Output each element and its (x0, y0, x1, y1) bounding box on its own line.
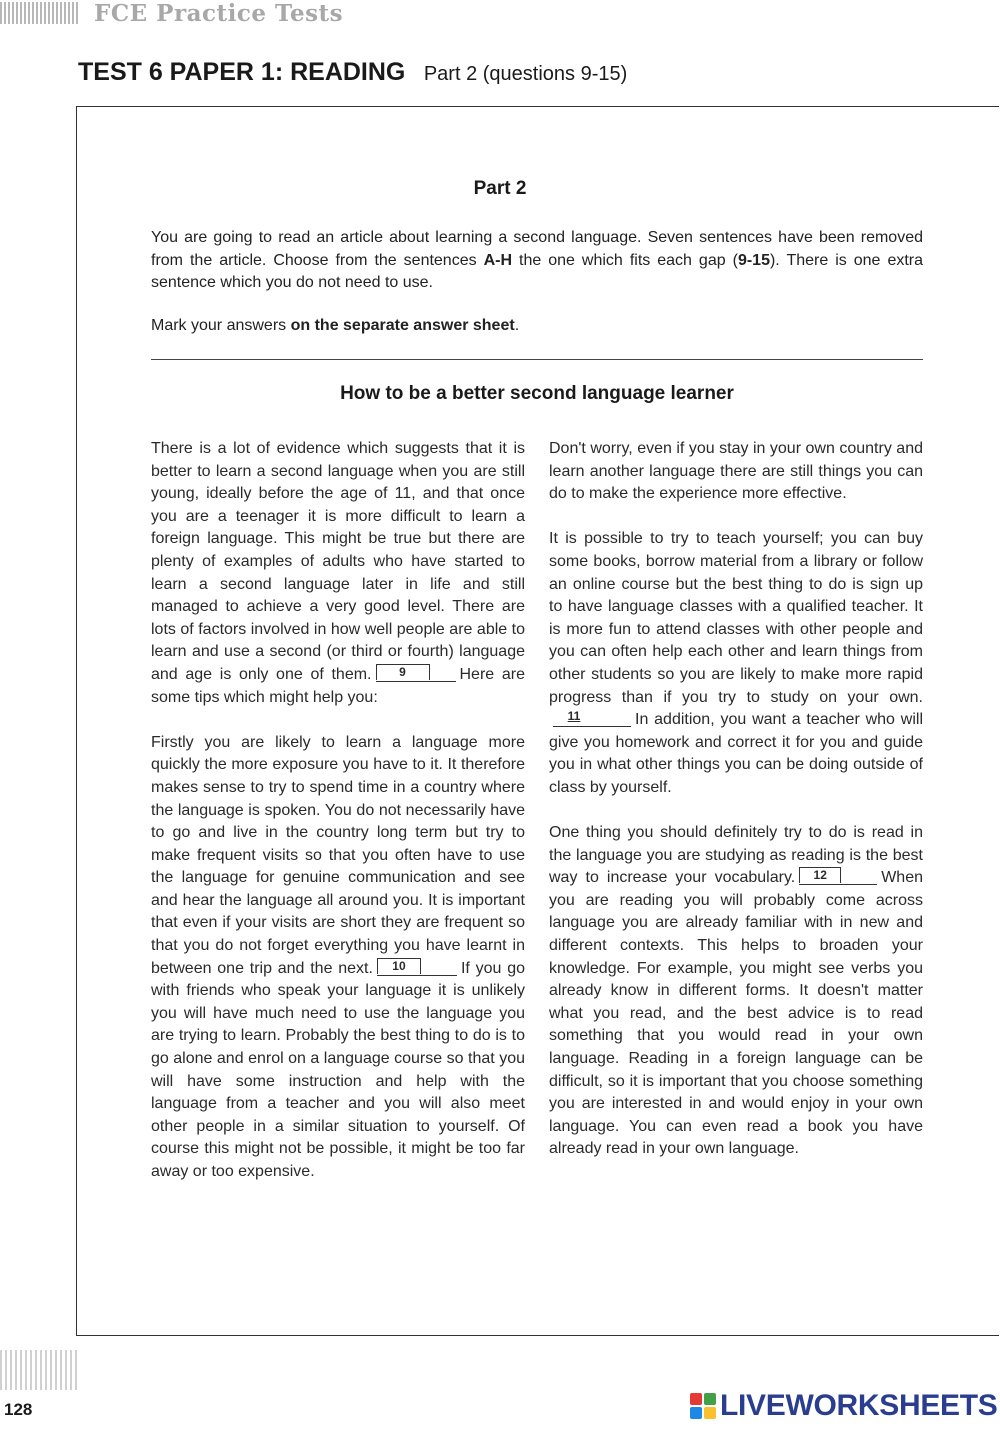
article-title: How to be a better second language learner (340, 383, 734, 404)
page-number: 128 (4, 1400, 33, 1419)
paragraph-text: Don't worry, even if you stay in your own country and learn another language there are still things you can do to make the experience more effective. (549, 440, 923, 503)
series-title: FCE Practice Tests (94, 0, 344, 27)
footer-barcode-decoration (0, 1350, 78, 1390)
part-heading: Part 2 (473, 178, 527, 199)
gap-number: 10 (377, 958, 421, 974)
paragraph-text: If you go with friends who speak your language it is unlikely you will have much need to use the language you are trying to learn. Probably the best thing to do is to go alone and enrol on a language course so that you will have some instruction and help with the language from a teacher and you will also meet other people in a similar situation to yourself. Of course this might not be possible, it might be too far away or too expensive. (151, 959, 526, 1180)
intro-text-3: ). There is one extra sentence which you do not need to use. (151, 251, 924, 291)
task-instructions (151, 227, 923, 295)
divider (151, 359, 923, 360)
gap-number: 12 (799, 867, 841, 883)
gap-10-input[interactable] (377, 958, 457, 976)
article-column-left (151, 438, 525, 1206)
article-paragraph (151, 438, 525, 709)
intro-text-1: You are going to read an article about learning a second language. Seven sentences have been removed from the article. Choose from the sentences (151, 229, 923, 269)
article-paragraph (549, 528, 923, 799)
test-title-main: TEST 6 PAPER 1: READING (78, 58, 406, 86)
gap-12-input[interactable] (799, 867, 877, 885)
mark-prefix: Mark your answers (151, 317, 291, 334)
intro-bold-1: A-H (483, 251, 513, 269)
paragraph-text: When you are reading you will probably come across language you are already familiar with in new and different contexts. This helps to broaden your knowledge. For example, you might see verbs you already know in different forms. It doesn't matter what you read, and the best advice is to read something that you would read in your own language. Reading in a foreign language can be difficult, so it is important that you choose something you are interested in and would enjoy in your own language. You can even read a book you have already read in your own language. (549, 869, 923, 1158)
liveworksheets-logo-icon (690, 1393, 716, 1419)
paragraph-text: Here are some tips which might help you: (151, 665, 525, 706)
intro-text-2: the one which fits each gap ( (512, 251, 738, 269)
paragraph-text: In addition, you want a teacher who will give you homework and correct it for you and guide you in what other things you can be doing outside of class by yourself. (549, 711, 923, 796)
test-title (78, 58, 627, 87)
answer-instruction (151, 317, 519, 335)
gap-11-input[interactable] (553, 709, 631, 727)
running-header (0, 0, 380, 30)
gap-9-input[interactable] (376, 664, 456, 682)
brand-text: LIVEWORKSHEETS (720, 1389, 998, 1422)
liveworksheets-brand[interactable] (690, 1389, 998, 1423)
intro-bold-2: 9-15 (737, 251, 770, 269)
article-paragraph (151, 732, 525, 1184)
mark-suffix: . (514, 317, 520, 334)
paragraph-text: It is possible to try to teach yourself; you can buy some books, borrow material from a library or follow an online course but the best thing to do is sign up to have language classes with a qualified teacher. It is more fun to attend classes with other people and you can often help each other and learn things from other students so you are likely to make more rapid progress than if you try to study on your own. (549, 530, 923, 706)
article-paragraph (549, 822, 923, 1161)
mark-bold: on the separate answer sheet (290, 317, 515, 334)
paragraph-text: One thing you should definitely try to do is read in the language you are studying as reading is the best way to increase your vocabulary. (549, 824, 923, 887)
gap-number: 9 (376, 664, 430, 680)
paragraph-text: Firstly you are likely to learn a language more quickly the more exposure you have to it. It therefore makes sense to try to spend time in a country where the language is spoken. You do not necessarily have to go and live in the country long term but try to make frequent visits so that you often have to use the language for genuine communication and see and hear the language all around you. It is important that even if your visits are short they are frequent so that you do not forget everything you have learnt in between one trip and the next. (151, 733, 525, 977)
header-barcode-decoration (0, 2, 80, 24)
test-title-sub: Part 2 (questions 9-15) (423, 63, 628, 85)
paragraph-text: There is a lot of evidence which suggests that it is better to learn a second language when you are still young, ideally before the age of 11, and that once you are a teenager it is more difficult to learn a foreign language. This might be true but there are plenty of examples of adults who have started to learn a second language later in life and still managed to achieve a very good level. There are lots of factors involved in how well people are able to learn and use a second (or third or fourth) language and age is only one of them. (151, 440, 525, 683)
article-column-right (549, 438, 923, 1184)
article-paragraph (549, 438, 923, 506)
gap-number: 11 (567, 709, 581, 724)
